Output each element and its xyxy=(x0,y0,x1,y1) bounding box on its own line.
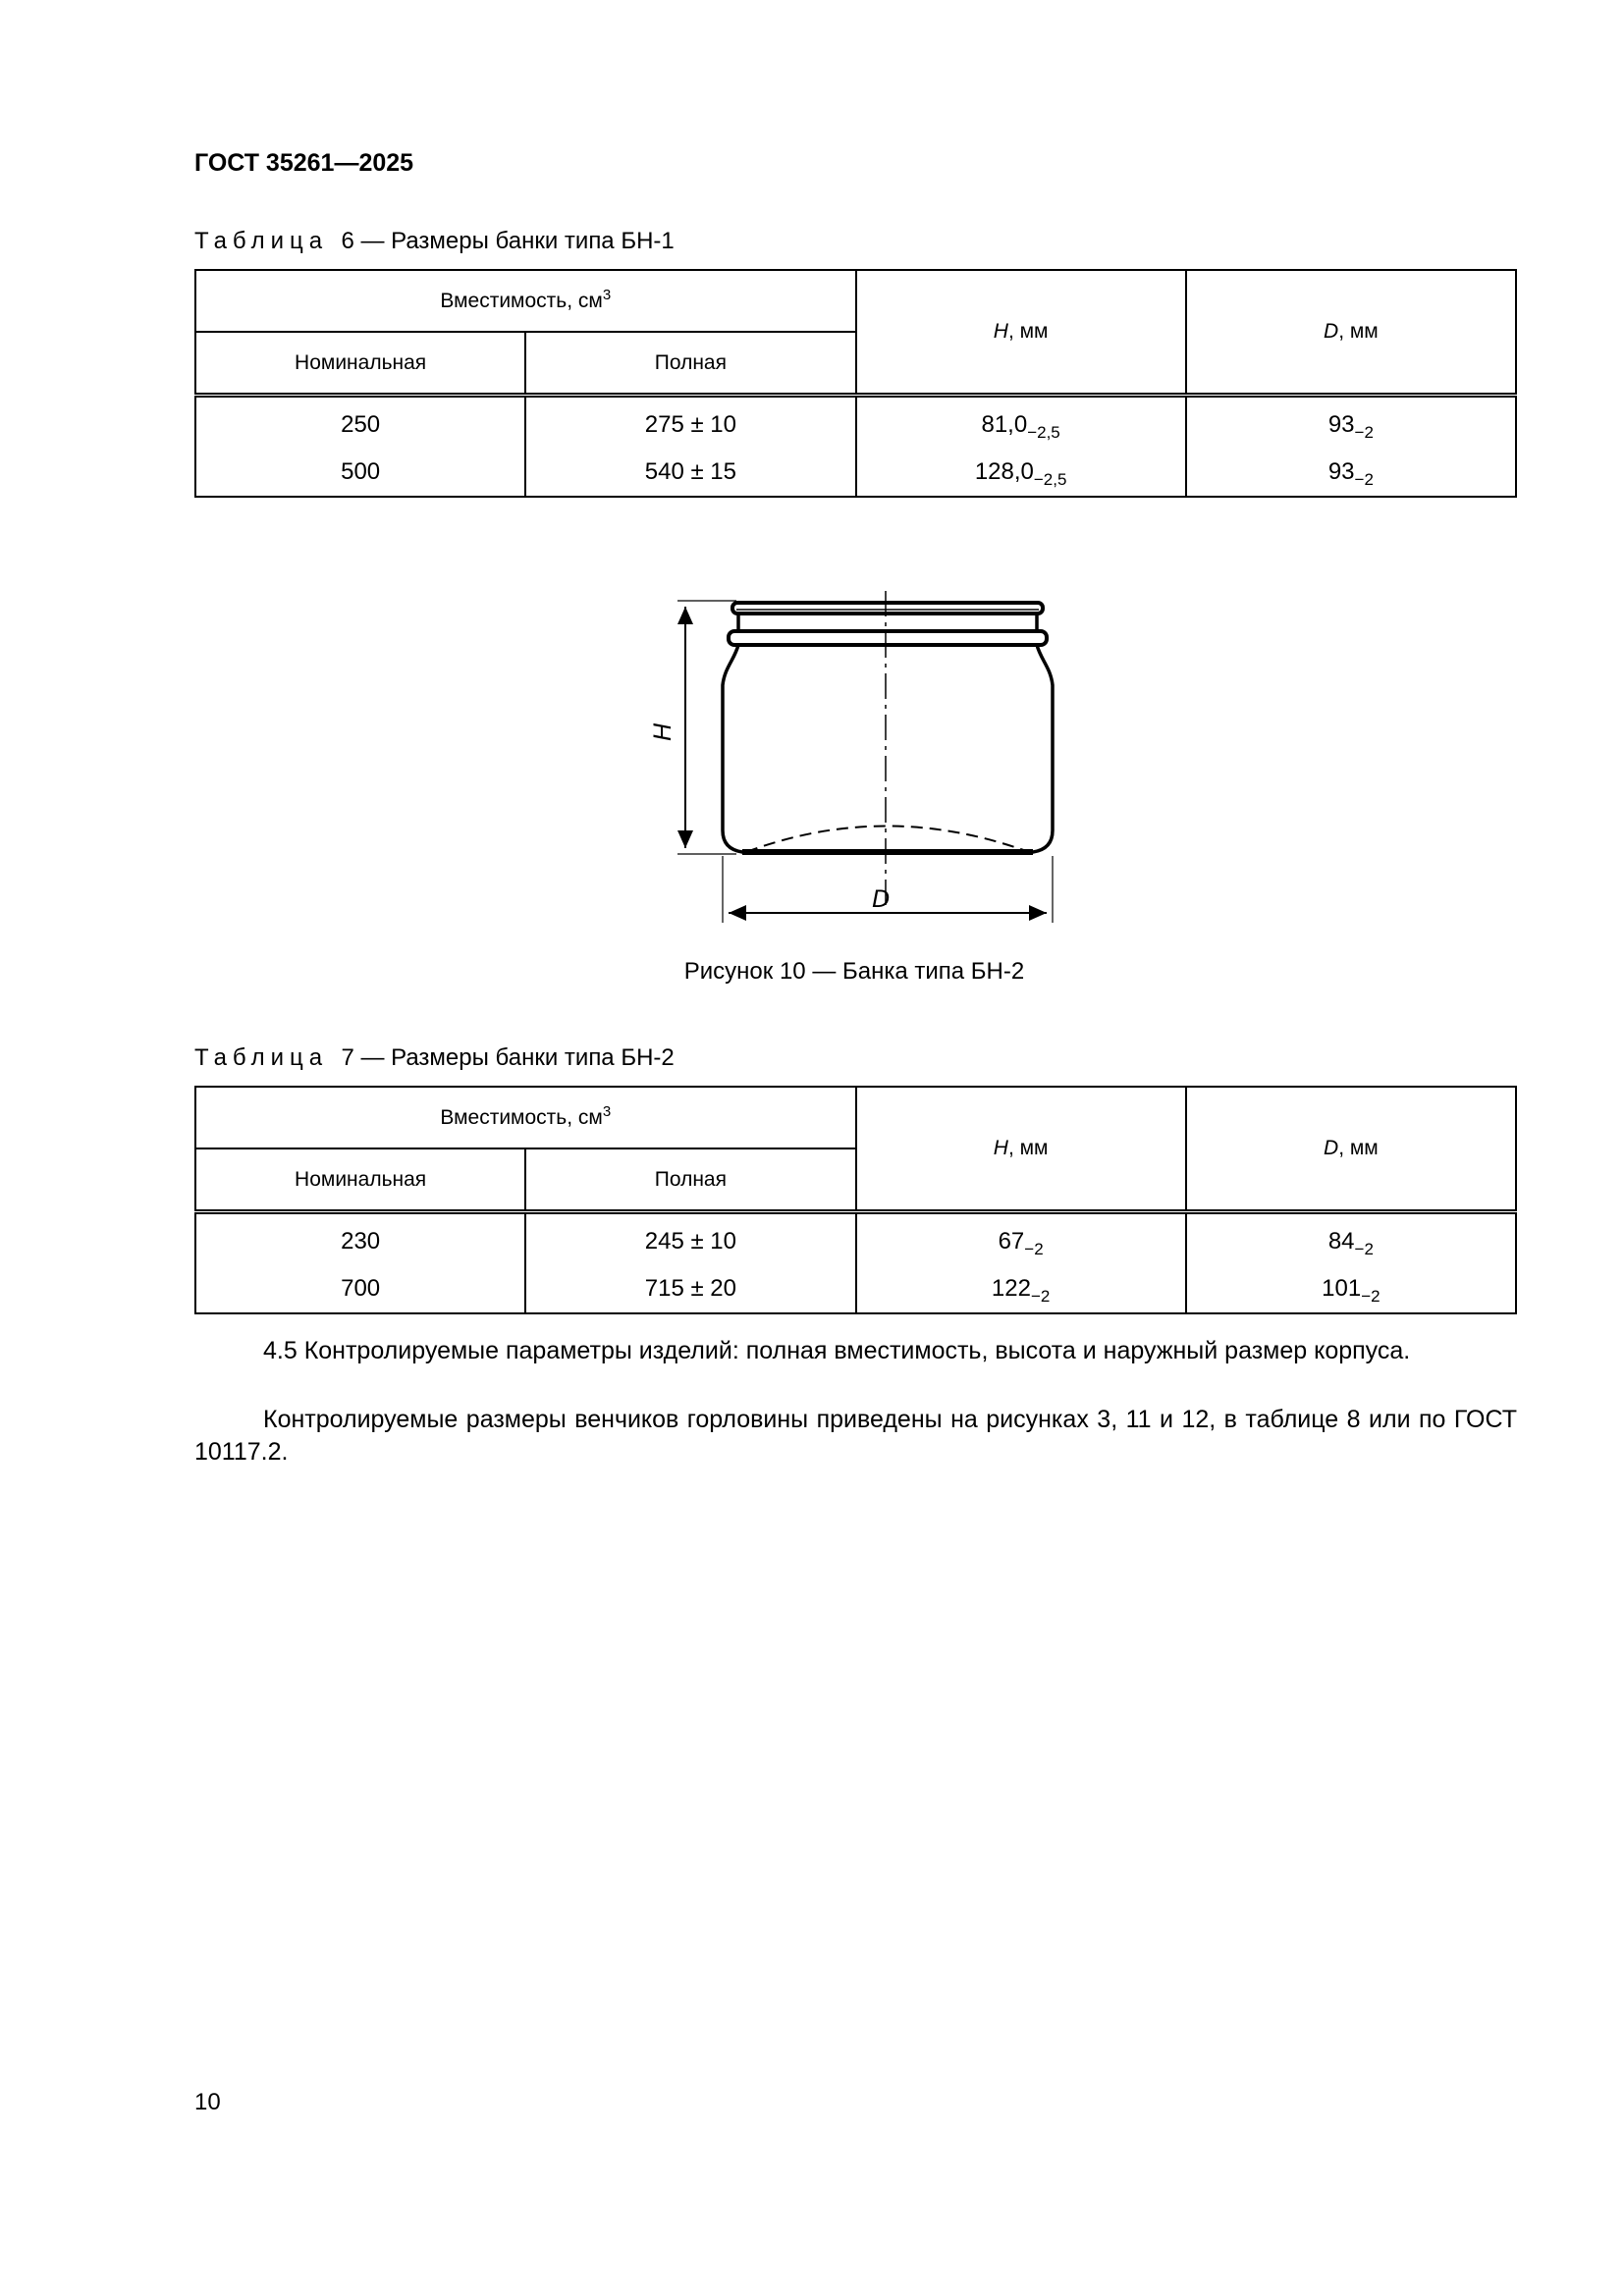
table-6-label: Таблица xyxy=(194,228,329,254)
figure-10-caption: Рисунок 10 — Банка типа БН-2 xyxy=(683,958,1025,985)
diameter-header: D, мм xyxy=(1186,270,1516,396)
diameter-cell: $101_{-2}$ xyxy=(1186,1265,1516,1313)
table-6 xyxy=(194,269,1517,498)
capacity-header: Вместимость, $см^3$ xyxy=(195,1087,856,1148)
height-cell: $128,0_{-2,5}$ xyxy=(856,449,1186,497)
full-cell: 275 ± 10 xyxy=(525,396,855,450)
table-7-caption xyxy=(194,1044,675,1072)
full-cell: 540 ± 15 xyxy=(525,449,855,497)
nominal-header: Номинальная xyxy=(195,1148,525,1212)
height-label: H xyxy=(649,722,677,742)
table-6-title: 6 — Размеры банки типа БН-1 xyxy=(341,228,675,254)
nominal-cell: 500 xyxy=(195,449,525,497)
diameter-cell: $93_{-2}$ xyxy=(1186,396,1516,450)
paragraph-4-5: 4.5 Контролируемые параметры изделий: полная вместимость, высота и наружный размер корпуса. xyxy=(263,1337,1411,1364)
full-cell: 715 ± 20 xyxy=(525,1265,855,1313)
height-cell: $122_{-2}$ xyxy=(856,1265,1186,1313)
nominal-cell: 700 xyxy=(195,1265,525,1313)
capacity-header: Вместимость, $см^3$ xyxy=(195,270,856,332)
table-6-caption xyxy=(194,228,675,255)
height-header: H, мм xyxy=(856,270,1186,396)
nominal-header: Номинальная xyxy=(195,332,525,396)
full-header: Полная xyxy=(525,1148,855,1212)
height-header: H, мм xyxy=(856,1087,1186,1212)
table-row xyxy=(195,396,1516,450)
jar-outline xyxy=(723,603,1053,852)
table-7-label: Таблица xyxy=(194,1044,329,1071)
height-cell: $67_{-2}$ xyxy=(856,1212,1186,1266)
diameter-label: D xyxy=(871,885,891,913)
document-header: ГОСТ 35261—2025 xyxy=(194,149,414,177)
page-number: 10 xyxy=(194,2089,221,2115)
table-7 xyxy=(194,1086,1517,1314)
height-cell: $81,0_{-2,5}$ xyxy=(856,396,1186,450)
nominal-cell: 250 xyxy=(195,396,525,450)
table-row xyxy=(195,1265,1516,1313)
table-7-title: 7 — Размеры банки типа БН-2 xyxy=(341,1044,675,1071)
paragraph-4-5-continued: Контролируемые размеры венчиков горловины приведены на рисунках 3, 11 и 12, в таблице 8 или по ГОСТ 10117.2. xyxy=(194,1406,1517,1466)
diameter-header: D, мм xyxy=(1186,1087,1516,1212)
diameter-cell: $84_{-2}$ xyxy=(1186,1212,1516,1266)
full-header: Полная xyxy=(525,332,855,396)
table-row xyxy=(195,449,1516,497)
jar-drawing xyxy=(638,569,1080,933)
diameter-cell: $93_{-2}$ xyxy=(1186,449,1516,497)
full-cell: 245 ± 10 xyxy=(525,1212,855,1266)
table-row xyxy=(195,1212,1516,1266)
nominal-cell: 230 xyxy=(195,1212,525,1266)
